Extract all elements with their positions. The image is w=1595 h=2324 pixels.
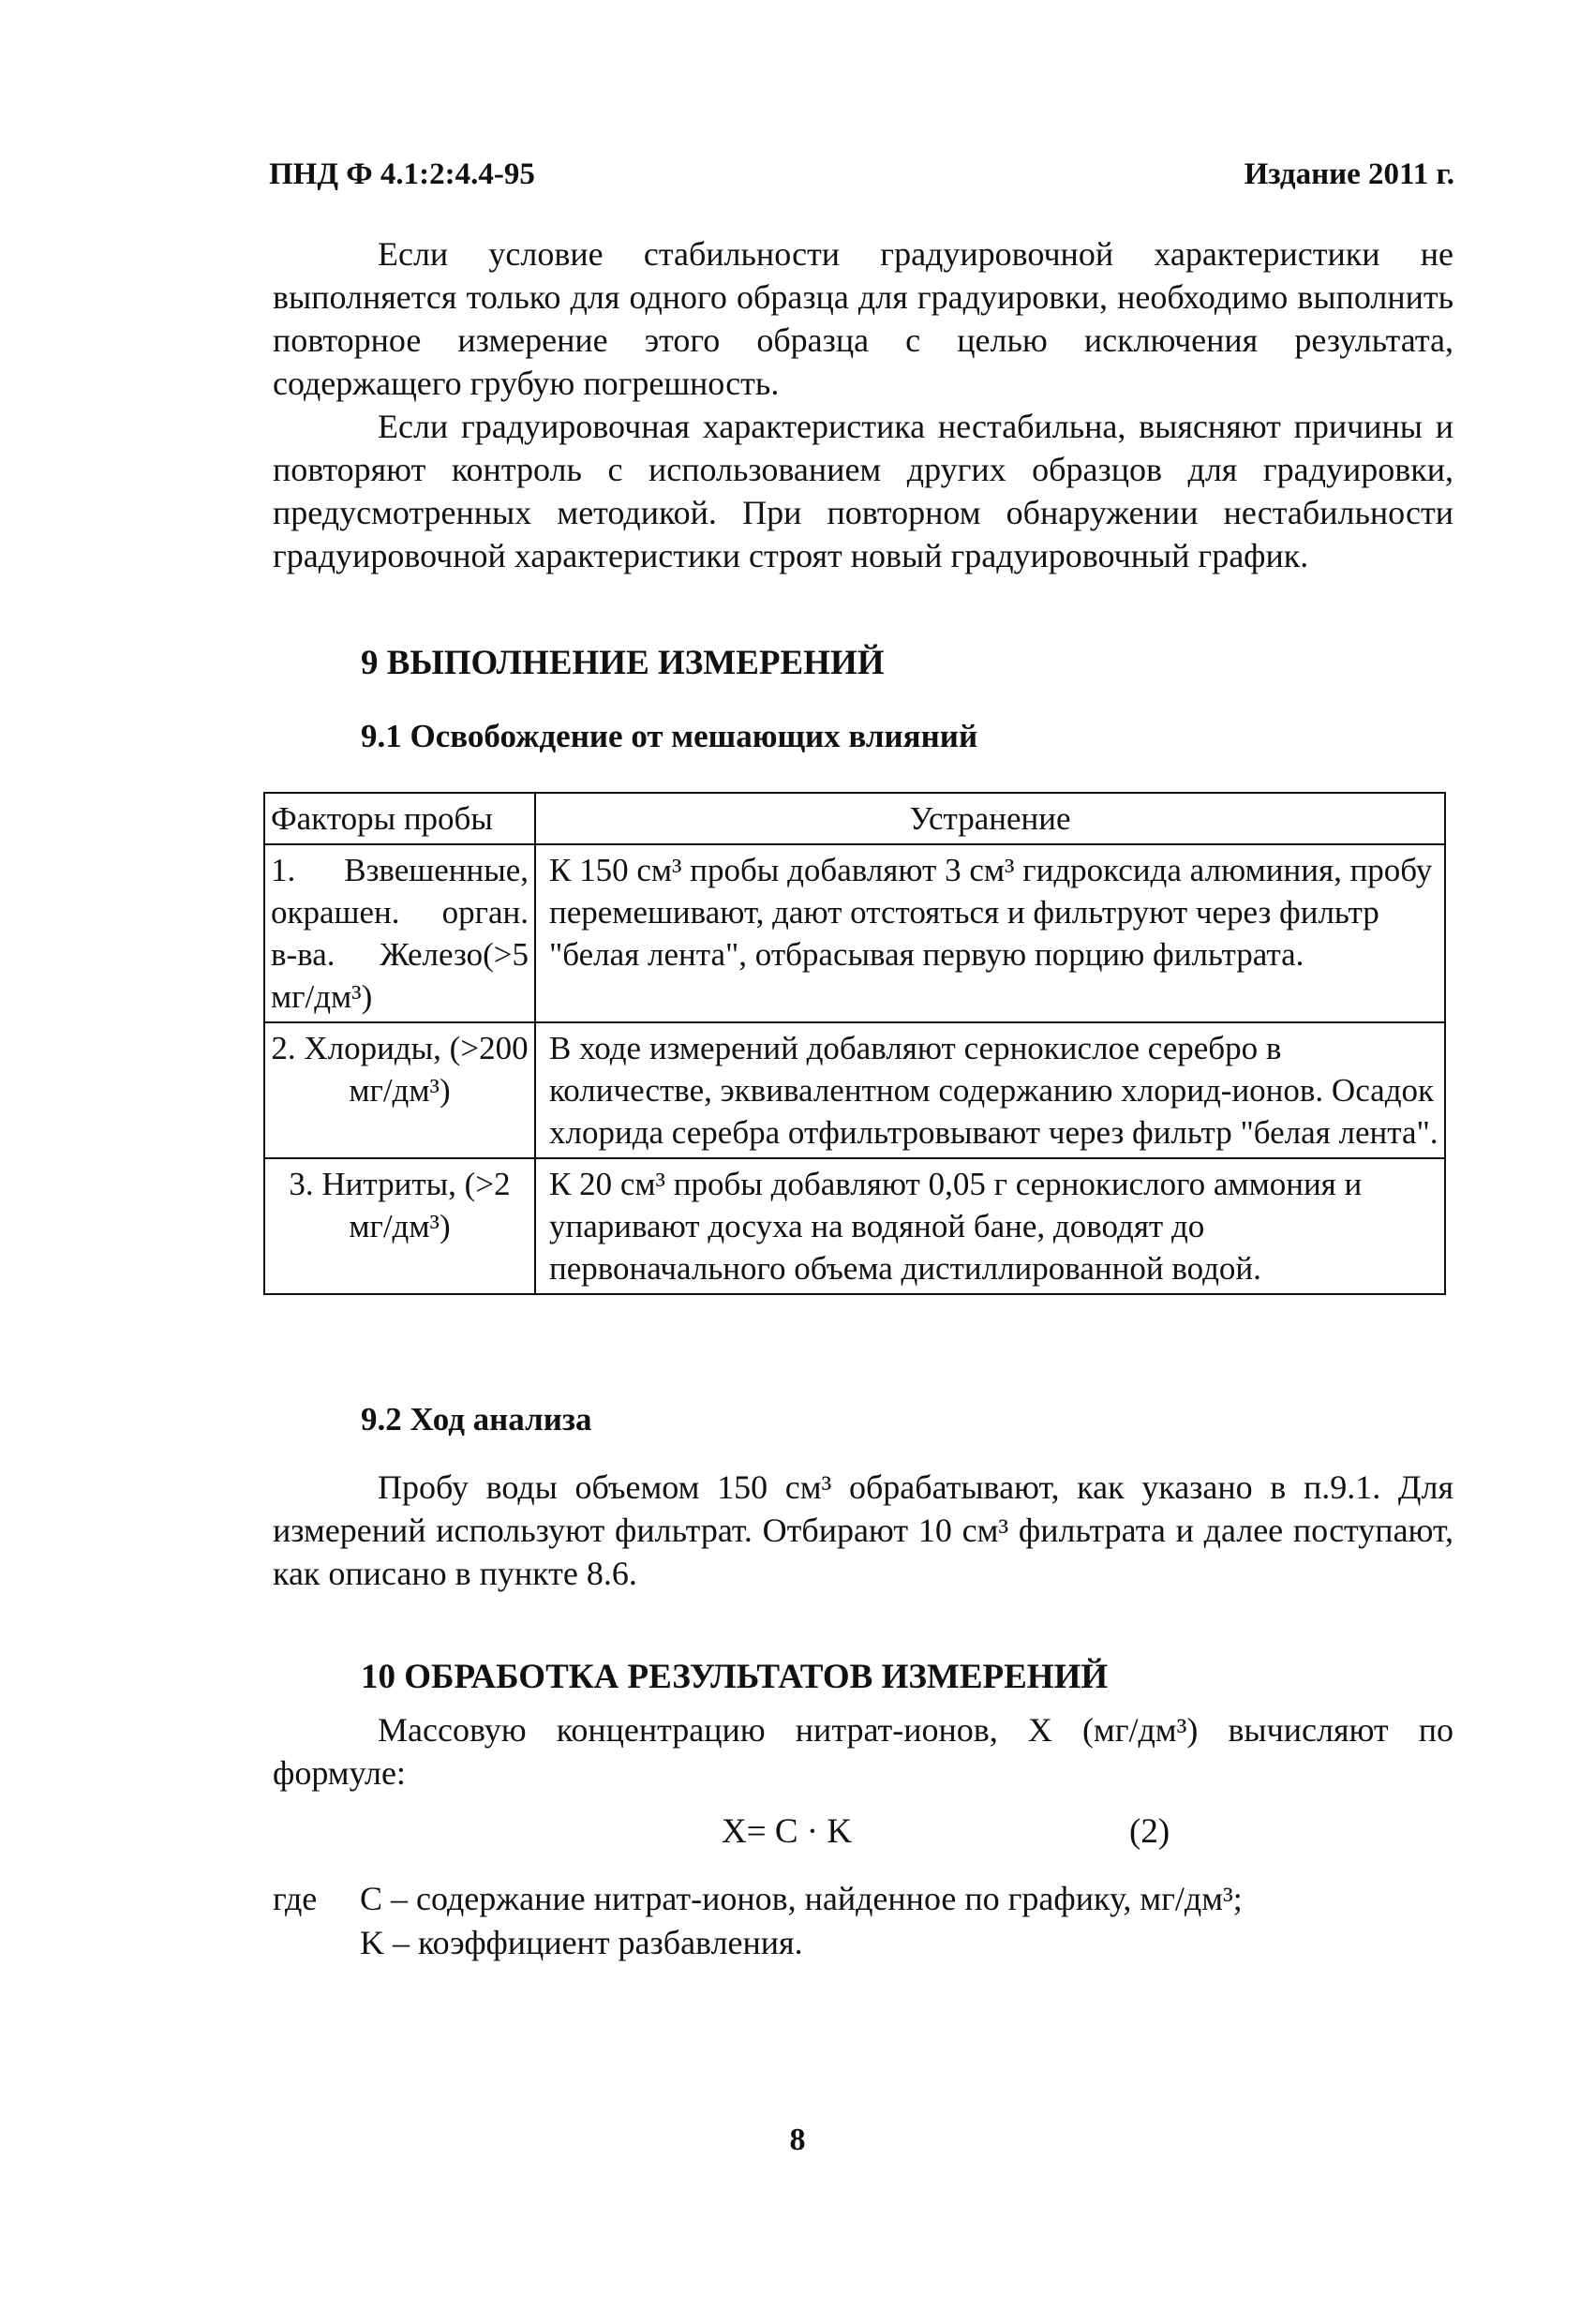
subsection-9-2-heading: 9.2 Ход анализа <box>361 1401 592 1438</box>
table-cell-factor: 2. Хлориды, (>200 мг/дм³) <box>264 1022 535 1158</box>
formula-expression: X= C · K <box>722 1812 853 1851</box>
table-row <box>264 1158 1445 1294</box>
subsection-9-1-heading: 9.1 Освобождение от мешающих влияний <box>361 718 978 754</box>
paragraph-stability-single-sample: Если условие стабильности градуировочной характеристики не выполняется только для одного образца для градуировки, необходимо выполнить повторное измерение этого образца с целью исключения результата, содержащего грубую погрешность. <box>273 235 1453 402</box>
paragraph-analysis-procedure: Пробу воды объемом 150 см³ обрабатывают, как указано в п.9.1. Для измерений используют фильтрат. Отбирают 10 см³ фильтрата и далее поступают, как описано в пункте 8.6. <box>273 1468 1453 1592</box>
section-10-heading: 10 ОБРАБОТКА РЕЗУЛЬТАТОВ ИЗМЕРЕНИЙ <box>361 1658 1109 1696</box>
table-cell-factor: 1. Взвешенные, окрашен. орган. в-ва. Железо(>5 мг/дм³) <box>264 844 535 1022</box>
interference-factors-table <box>263 792 1446 1295</box>
table-cell-remedy: В ходе измерений добавляют сернокислое серебро в количестве, эквивалентном содержанию хлорид-ионов. Осадок хлорида серебра отфильтровывают через фильтр "белая лента". <box>535 1022 1445 1158</box>
table-cell-remedy: К 20 см³ пробы добавляют 0,05 г сернокислого аммония и упаривают досуха на водяной бане, доводят до первоначального объема дистиллированной водой. <box>535 1158 1445 1294</box>
table-header-factors: Факторы пробы <box>264 793 535 844</box>
page-number: 8 <box>789 2123 806 2157</box>
table-cell-factor: 3. Нитриты, (>2 мг/дм³) <box>264 1158 535 1294</box>
table-row <box>264 1022 1445 1158</box>
table-row <box>264 844 1445 1022</box>
table-header-row <box>264 793 1445 844</box>
variable-c-definition: C – содержание нитрат-ионов, найденное по графику, мг/дм³; <box>360 1880 1243 1917</box>
where-label: где <box>273 1880 318 1917</box>
paragraph-mass-concentration: Массовую концентрацию нитрат-ионов, X (мг/дм³) вычисляют по формуле: <box>273 1711 1453 1792</box>
formula-number: (2) <box>1129 1812 1170 1851</box>
variable-k-definition: K – коэффициент разбавления. <box>360 1924 803 1961</box>
section-9-heading: 9 ВЫПОЛНЕНИЕ ИЗМЕРЕНИЙ <box>361 644 885 682</box>
edition-label: Издание 2011 г. <box>1244 157 1454 191</box>
table-header-remedy: Устранение <box>535 793 1445 844</box>
document-code: ПНД Ф 4.1:2:4.4-95 <box>269 157 535 191</box>
paragraph-unstable-characteristic: Если градуировочная характеристика нестабильна, выясняют причины и повторяют контроль с использованием других образцов для градуировки, предусмотренных методикой. При повторном обнаружении нестабильности градуировочной характеристики строят новый градуировочный график. <box>273 408 1453 574</box>
table-cell-remedy: К 150 см³ пробы добавляют 3 см³ гидроксида алюминия, пробу перемешивают, дают отстояться и фильтруют через фильтр "белая лента", отбрасывая первую порцию фильтрата. <box>535 844 1445 1022</box>
